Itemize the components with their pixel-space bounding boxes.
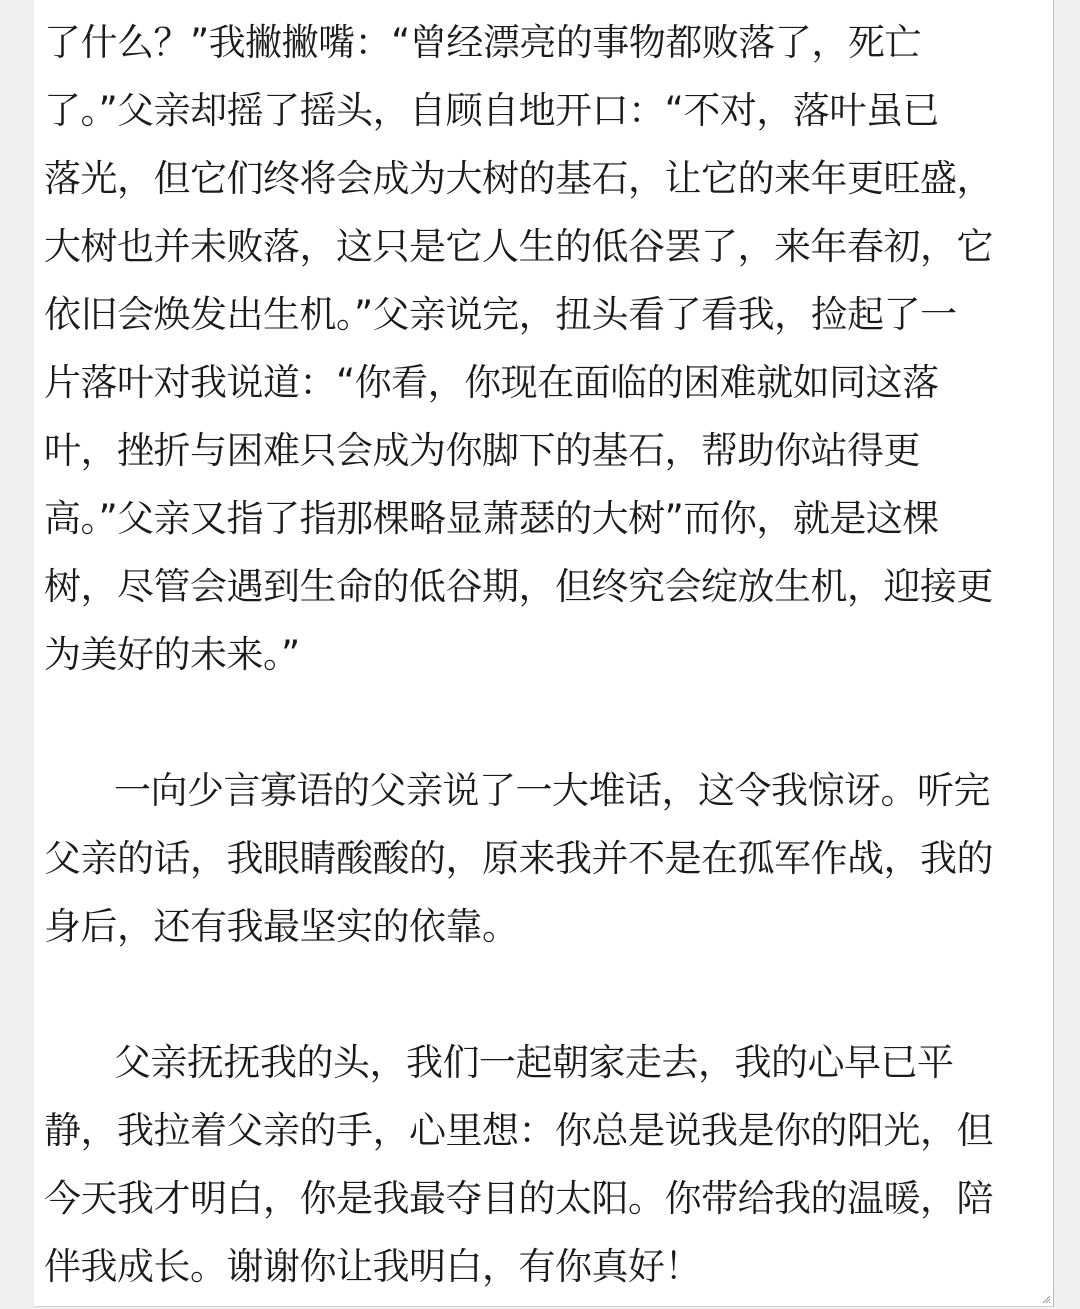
text-line: 父亲抚抚我的头，我们一起朝家走去，我的心早已平 — [114, 1041, 954, 1084]
text-line: 了什么？”我撇撇嘴：“曾经漂亮的事物都败落了，死亡 — [44, 21, 921, 64]
text-line: 伴我成长。谢谢你让我明白，有你真好！ — [44, 1245, 701, 1288]
text-line: 落光，但它们终将会成为大树的基石，让它的来年更旺盛， — [44, 157, 993, 200]
text-line: 了。”父亲却摇了摇头，自顾自地开口：“不对，落叶虽已 — [44, 89, 939, 132]
text-line: 一向少言寡语的父亲说了一大堆话，这令我惊讶。听完 — [114, 769, 990, 812]
text-line: 高。”父亲又指了指那棵略显萧瑟的大树”而你，就是这棵 — [44, 497, 939, 540]
text-line: 为美好的未来。” — [44, 633, 300, 676]
text-document-page — [34, 0, 1054, 1307]
text-line: 今天我才明白，你是我最夺目的太阳。你带给我的温暖，陪 — [44, 1177, 993, 1220]
text-line: 大树也并未败落，这只是它人生的低谷罢了，来年春初，它 — [44, 225, 993, 268]
text-line: 依旧会焕发出生机。”父亲说完，扭头看了看我，捡起了一 — [44, 293, 957, 336]
text-line: 片落叶对我说道：“你看，你现在面临的困难就如同这落 — [44, 361, 939, 404]
text-line: 树，尽管会遇到生命的低谷期，但终究会绽放生机，迎接更 — [44, 565, 993, 608]
text-line: 父亲的话，我眼睛酸酸的，原来我并不是在孤军作战，我的 — [44, 837, 993, 880]
text-line: 叶，挫折与困难只会成为你脚下的基石，帮助你站得更 — [44, 429, 920, 472]
text-line: 静，我拉着父亲的手，心里想：你总是说我是你的阳光，但 — [44, 1109, 993, 1152]
resize-grip-icon[interactable] — [1041, 1294, 1051, 1304]
text-line: 身后，还有我最坚实的依靠。 — [44, 905, 519, 948]
